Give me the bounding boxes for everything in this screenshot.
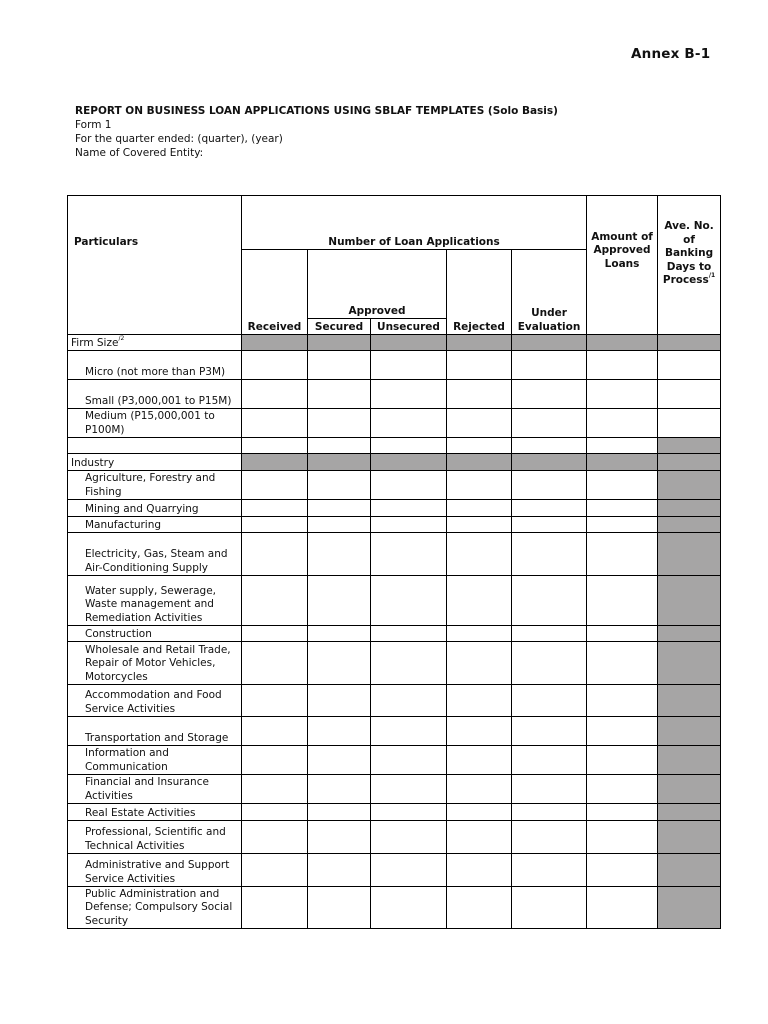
amount-approved-cell[interactable]	[587, 854, 658, 887]
received-cell[interactable]	[242, 854, 308, 887]
table-row	[68, 775, 721, 804]
under-evaluation-cell[interactable]	[512, 533, 587, 576]
unsecured-cell[interactable]	[371, 380, 447, 409]
amount-approved-cell[interactable]	[587, 626, 658, 642]
ave-days-cell[interactable]	[658, 380, 721, 409]
header-number-of-loan-applications: Number of Loan Applications	[242, 196, 587, 250]
ave-days-cell	[658, 746, 721, 775]
table-row	[68, 685, 721, 717]
secured-cell[interactable]	[308, 821, 371, 854]
rejected-cell[interactable]	[447, 517, 512, 533]
amount-approved-cell[interactable]	[587, 576, 658, 626]
amount-approved-cell[interactable]	[587, 685, 658, 717]
loan-applications-table	[67, 195, 721, 929]
amount-approved-cell[interactable]	[587, 746, 658, 775]
under-evaluation-cell[interactable]	[512, 746, 587, 775]
amount-approved-cell[interactable]	[587, 471, 658, 500]
secured-cell[interactable]	[308, 438, 371, 454]
ave-days-cell	[658, 887, 721, 929]
table-row	[68, 454, 721, 471]
received-cell	[242, 454, 308, 471]
industry-item: Professional, Scientific and Technical Activities	[68, 821, 242, 854]
under-evaluation-cell[interactable]	[512, 717, 587, 746]
unsecured-cell[interactable]	[371, 500, 447, 517]
header-secured: Secured	[308, 319, 371, 335]
header-amount-approved: Amount of Approved Loans	[587, 196, 658, 335]
under-evaluation-cell[interactable]	[512, 500, 587, 517]
header-unsecured: Unsecured	[371, 319, 447, 335]
table-row	[68, 517, 721, 533]
table-row	[68, 804, 721, 821]
received-cell[interactable]	[242, 533, 308, 576]
ave-days-cell	[658, 533, 721, 576]
table-row	[68, 626, 721, 642]
header-rejected: Rejected	[447, 250, 512, 335]
rejected-cell[interactable]	[447, 887, 512, 929]
received-cell[interactable]	[242, 887, 308, 929]
industry-item: Mining and Quarrying	[68, 500, 242, 517]
rejected-cell[interactable]	[447, 685, 512, 717]
ave-days-cell	[658, 854, 721, 887]
secured-cell	[308, 454, 371, 471]
rejected-cell[interactable]	[447, 533, 512, 576]
form-number: Form 1	[75, 119, 112, 131]
table-row	[68, 380, 721, 409]
received-cell[interactable]	[242, 380, 308, 409]
industry-item: Agriculture, Forestry and Fishing	[68, 471, 242, 500]
unsecured-cell[interactable]	[371, 642, 447, 685]
under-evaluation-cell[interactable]	[512, 438, 587, 454]
ave-days-cell	[658, 471, 721, 500]
under-evaluation-cell[interactable]	[512, 804, 587, 821]
ave-days-cell	[658, 685, 721, 717]
unsecured-cell[interactable]	[371, 533, 447, 576]
amount-approved-cell[interactable]	[587, 775, 658, 804]
unsecured-cell[interactable]	[371, 804, 447, 821]
unsecured-cell[interactable]	[371, 438, 447, 454]
ave-days-cell	[658, 804, 721, 821]
header-particulars: Particulars	[68, 196, 242, 250]
table-row	[68, 335, 721, 351]
amount-approved-cell[interactable]	[587, 438, 658, 454]
table-row	[68, 821, 721, 854]
report-title: REPORT ON BUSINESS LOAN APPLICATIONS USING SBLAF TEMPLATES (Solo Basis)	[75, 105, 558, 117]
table-row	[68, 500, 721, 517]
rejected-cell[interactable]	[447, 626, 512, 642]
ave-days-cell	[658, 438, 721, 454]
under-evaluation-cell[interactable]	[512, 351, 587, 380]
firm-size-item: Micro (not more than P3M)	[68, 351, 242, 380]
amount-approved-cell[interactable]	[587, 380, 658, 409]
table-row	[68, 438, 721, 454]
rejected-cell[interactable]	[447, 409, 512, 438]
header-under-evaluation: Under Evaluation	[512, 250, 587, 335]
unsecured-cell[interactable]	[371, 685, 447, 717]
received-cell[interactable]	[242, 685, 308, 717]
table-row	[68, 717, 721, 746]
unsecured-cell[interactable]	[371, 351, 447, 380]
secured-cell[interactable]	[308, 642, 371, 685]
rejected-cell[interactable]	[447, 821, 512, 854]
header-received: Received	[242, 250, 308, 335]
ave-days-cell	[658, 576, 721, 626]
annex-label: Annex B-1	[631, 46, 711, 62]
unsecured-cell[interactable]	[371, 775, 447, 804]
industry-item: Financial and Insurance Activities	[68, 775, 242, 804]
table-row	[68, 576, 721, 626]
rejected-cell[interactable]	[447, 854, 512, 887]
header-ave-days	[658, 196, 721, 335]
under-evaluation-cell[interactable]	[512, 380, 587, 409]
received-cell[interactable]	[242, 804, 308, 821]
header-ave-days-text: Ave. No. of Banking Days to Process	[662, 220, 714, 287]
unsecured-cell[interactable]	[371, 746, 447, 775]
under-evaluation-cell[interactable]	[512, 775, 587, 804]
secured-cell[interactable]	[308, 717, 371, 746]
received-cell[interactable]	[242, 717, 308, 746]
received-cell[interactable]	[242, 642, 308, 685]
industry-item: Administrative and Support Service Activities	[68, 854, 242, 887]
unsecured-cell[interactable]	[371, 821, 447, 854]
secured-cell[interactable]	[308, 804, 371, 821]
amount-approved-cell[interactable]	[587, 517, 658, 533]
under-evaluation-cell[interactable]	[512, 626, 587, 642]
ave-days-cell	[658, 626, 721, 642]
received-cell[interactable]	[242, 351, 308, 380]
secured-cell[interactable]	[308, 380, 371, 409]
rejected-cell[interactable]	[447, 717, 512, 746]
industry-item: Manufacturing	[68, 517, 242, 533]
under-evaluation-cell[interactable]	[512, 471, 587, 500]
industry-item: Electricity, Gas, Steam and Air-Conditioning Supply	[68, 533, 242, 576]
received-cell[interactable]	[242, 746, 308, 775]
firm-size-heading	[68, 335, 242, 351]
ave-days-cell	[658, 642, 721, 685]
table-row	[68, 887, 721, 929]
under-evaluation-cell[interactable]	[512, 854, 587, 887]
report-header	[75, 104, 558, 160]
industry-item: Water supply, Sewerage, Waste management and Remediation Activities	[68, 576, 242, 626]
table-row	[68, 642, 721, 685]
amount-approved-cell[interactable]	[587, 642, 658, 685]
under-evaluation-cell[interactable]	[512, 576, 587, 626]
under-evaluation-cell[interactable]	[512, 409, 587, 438]
secured-cell[interactable]	[308, 471, 371, 500]
under-evaluation-cell	[512, 335, 587, 351]
unsecured-cell[interactable]	[371, 471, 447, 500]
industry-item: Construction	[68, 626, 242, 642]
under-evaluation-cell[interactable]	[512, 821, 587, 854]
secured-cell[interactable]	[308, 500, 371, 517]
quarter-line: For the quarter ended: (quarter), (year)	[75, 133, 283, 145]
received-cell[interactable]	[242, 409, 308, 438]
secured-cell[interactable]	[308, 746, 371, 775]
rejected-cell[interactable]	[447, 775, 512, 804]
unsecured-cell[interactable]	[371, 576, 447, 626]
under-evaluation-cell[interactable]	[512, 517, 587, 533]
rejected-cell	[447, 335, 512, 351]
amount-approved-cell[interactable]	[587, 351, 658, 380]
under-evaluation-cell[interactable]	[512, 685, 587, 717]
unsecured-cell[interactable]	[371, 626, 447, 642]
table-row	[68, 746, 721, 775]
secured-cell[interactable]	[308, 626, 371, 642]
header-approved: Approved	[308, 250, 447, 319]
rejected-cell[interactable]	[447, 471, 512, 500]
rejected-cell[interactable]	[447, 576, 512, 626]
unsecured-cell[interactable]	[371, 854, 447, 887]
amount-approved-cell[interactable]	[587, 409, 658, 438]
rejected-cell[interactable]	[447, 380, 512, 409]
covered-entity-line: Name of Covered Entity:	[75, 147, 204, 159]
industry-item: Public Administration and Defense; Compulsory Social Security	[68, 887, 242, 929]
received-cell[interactable]	[242, 576, 308, 626]
firm-size-item: Small (P3,000,001 to P15M)	[68, 380, 242, 409]
table-row	[68, 533, 721, 576]
ave-days-cell[interactable]	[658, 409, 721, 438]
under-evaluation-cell	[512, 454, 587, 471]
amount-approved-cell[interactable]	[587, 804, 658, 821]
unsecured-cell[interactable]	[371, 887, 447, 929]
secured-cell	[308, 335, 371, 351]
secured-cell[interactable]	[308, 685, 371, 717]
secured-cell[interactable]	[308, 409, 371, 438]
under-evaluation-cell[interactable]	[512, 642, 587, 685]
amount-approved-cell	[587, 454, 658, 471]
ave-days-cell[interactable]	[658, 351, 721, 380]
secured-cell[interactable]	[308, 517, 371, 533]
industry-item: Real Estate Activities	[68, 804, 242, 821]
table-row	[68, 409, 721, 438]
firm-size-item: Medium (P15,000,001 to P100M)	[68, 409, 242, 438]
received-cell[interactable]	[242, 821, 308, 854]
amount-approved-cell	[587, 335, 658, 351]
industry-item: Information and Communication	[68, 746, 242, 775]
header-particulars-spacer-2	[68, 319, 242, 335]
unsecured-cell[interactable]	[371, 717, 447, 746]
rejected-cell	[447, 454, 512, 471]
ave-days-cell	[658, 775, 721, 804]
ave-days-cell	[658, 821, 721, 854]
unsecured-cell[interactable]	[371, 517, 447, 533]
firm-size-heading-text: Firm Size	[71, 336, 119, 349]
rejected-cell[interactable]	[447, 746, 512, 775]
industry-item: Transportation and Storage	[68, 717, 242, 746]
rejected-cell[interactable]	[447, 642, 512, 685]
header-ave-days-note: /1	[708, 272, 716, 280]
amount-approved-cell[interactable]	[587, 533, 658, 576]
received-cell[interactable]	[242, 471, 308, 500]
amount-approved-cell[interactable]	[587, 500, 658, 517]
secured-cell[interactable]	[308, 887, 371, 929]
rejected-cell[interactable]	[447, 438, 512, 454]
unsecured-cell	[371, 454, 447, 471]
table-row	[68, 854, 721, 887]
received-cell[interactable]	[242, 438, 308, 454]
firm-size-heading-note: /2	[118, 334, 125, 342]
secured-cell[interactable]	[308, 854, 371, 887]
under-evaluation-cell[interactable]	[512, 887, 587, 929]
rejected-cell[interactable]	[447, 500, 512, 517]
ave-days-cell	[658, 717, 721, 746]
table-row	[68, 471, 721, 500]
industry-heading: Industry	[68, 454, 242, 471]
rejected-cell[interactable]	[447, 351, 512, 380]
rejected-cell[interactable]	[447, 804, 512, 821]
received-cell[interactable]	[242, 500, 308, 517]
amount-approved-cell[interactable]	[587, 821, 658, 854]
received-cell[interactable]	[242, 517, 308, 533]
received-cell[interactable]	[242, 626, 308, 642]
ave-days-cell	[658, 500, 721, 517]
industry-item: Wholesale and Retail Trade, Repair of Motor Vehicles, Motorcycles	[68, 642, 242, 685]
amount-approved-cell[interactable]	[587, 717, 658, 746]
unsecured-cell	[371, 335, 447, 351]
ave-days-cell	[658, 335, 721, 351]
amount-approved-cell[interactable]	[587, 887, 658, 929]
secured-cell[interactable]	[308, 533, 371, 576]
received-cell	[242, 335, 308, 351]
blank-row[interactable]	[68, 438, 242, 454]
ave-days-cell	[658, 454, 721, 471]
ave-days-cell	[658, 517, 721, 533]
header-particulars-spacer	[68, 250, 242, 319]
secured-cell[interactable]	[308, 576, 371, 626]
secured-cell[interactable]	[308, 351, 371, 380]
table-row	[68, 351, 721, 380]
industry-item: Accommodation and Food Service Activities	[68, 685, 242, 717]
secured-cell[interactable]	[308, 775, 371, 804]
received-cell[interactable]	[242, 775, 308, 804]
unsecured-cell[interactable]	[371, 409, 447, 438]
